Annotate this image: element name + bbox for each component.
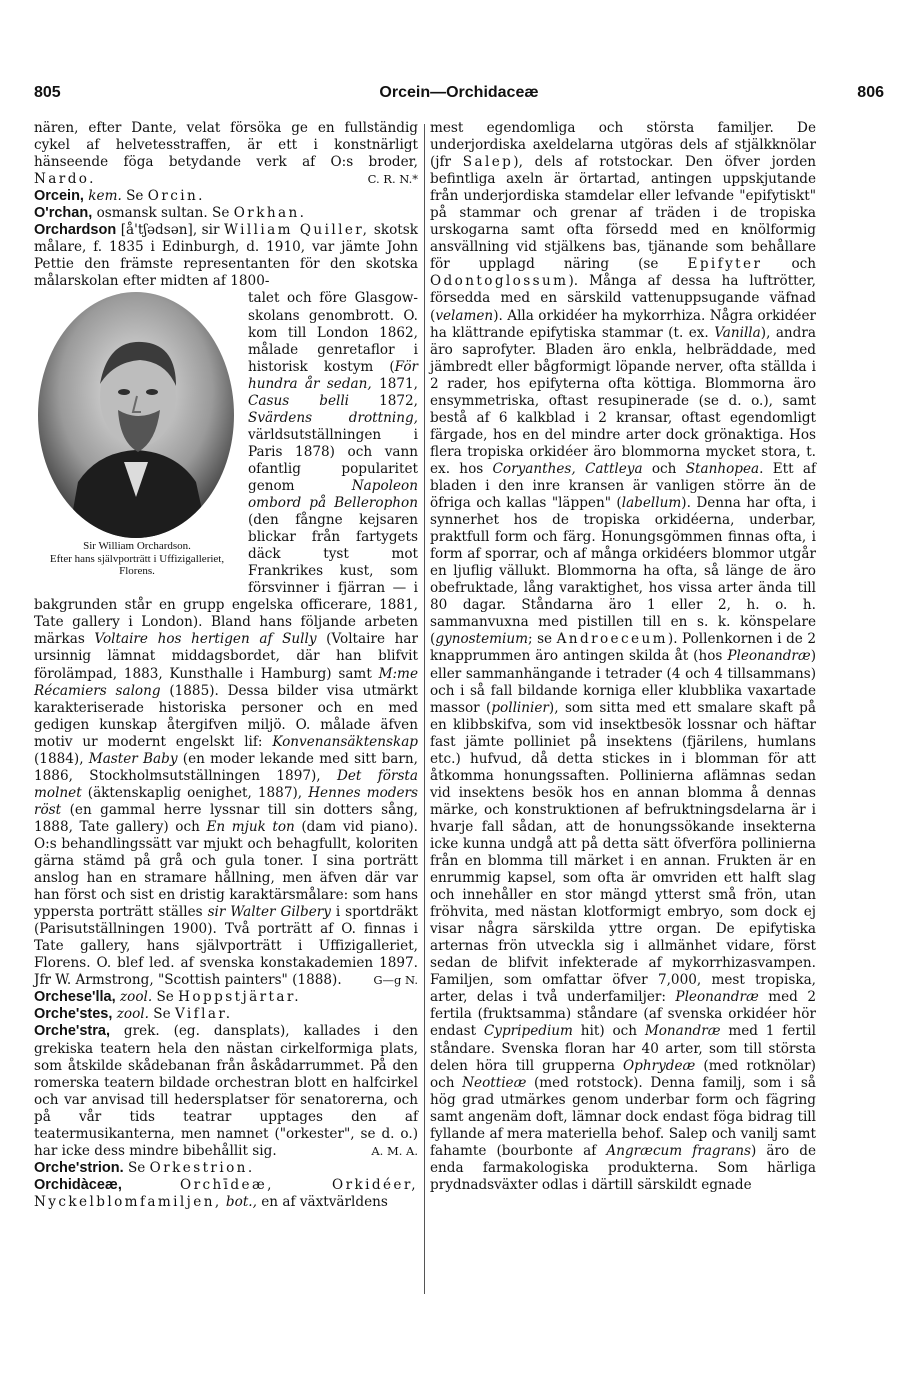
portrait-caption: Sir William Orchardson. Efter hans självporträtt i Uffizigalleriet, Florens. bbox=[49, 540, 225, 578]
entry-orchestes: Orche'stes, zool. Se Viflar. bbox=[34, 1006, 233, 1023]
entry-continuation: nären, efter Dante, velat försöka ge en fullständig cykel af helvetesstraffen, är ett i konstnärligt hänseende föga betydande verk af O:s broder, Nardo. C. R. N.* bbox=[34, 120, 418, 188]
author-signature: C. R. N.* bbox=[367, 172, 418, 187]
entry-headword: Orchese'lla, bbox=[34, 989, 116, 1006]
entry-orchidaceae-continued: mest egendomliga och största familjer. De underjordiska axeldelarna utgöras dels af stjälkknölar (jfr Salep), dels af rotstockar. Den öfver jorden befintliga axeln är örtartad, antingen uppskjutande från underjordiska stamdelar eller lefvande "epifytiskt" på stammar och grenar af träden i de tropiska urskogarna samt ofta försedd med en knölformig ansvällning vid stjälkens bas, tjänande som behållare för upplagd näring (se Epifyter och Odontoglossum). Många af dessa ha luftrötter, försedda med en särskild vattenuppsugande väfnad (velamen). Alla orkidéer ha mykorrhiza. Några orkidéer ha klättrande epifytiska stammar (t. ex. Vanilla), andra äro saprofyter. Bladen äro enkla, helbräddade, med jämbredt eller bågformigt löpande nerver, ofta ställda i 2 rader, hos epifyterna ofta köttiga. Blommorna äro ensymmetriska, oftast resupinerade (se d. o.), samt bestå af 6 kalkblad i 2 kransar, oftast egendomligt färgade, hos en del mindre arter dock grönaktiga. Hos flera tropiska orkidéer äro blommorna mycket stora, t. ex. hos Coryanthes, Cattleya och Stanhopea. Ett af bladen i den inre kransen är vanligen större än de öfriga och kallas "läppen" (labellum). Denna har ofta, i synnerhet hos de tropiska orkidéerna, underbar, praktfull form och färg. Honungsgömmen finnas ofta, i form af sporrar, och af många orkidéers blommor utgår en ljuflig vällukt. Blommorna ha ofta, så länge de äro obefruktade, lång varaktighet, hos vissa arter ända till 80 dagar. Ståndarna äro 1 eller 2, h. o. h. sammanvuxna med pistillen till en s. k. könspelare (gynostemium; se Androeceum). Pollenkornen i de 2 knapprummen äro antingen skilda åt (hos Pleonandræ) eller sammanhängande i tetrader (4 och 4 tillsammans) och i så fall bildande korniga eller klubblika vaxartade massor (pollinier), som sitta med ett smalare skaft på en klibbskifva, som vid insektbesök lossnar och häftar fast jämte polliniet på insektens (fjärilens, humlans etc.) hufvud, då detta stickes in i blomman för att åtkomma honungssaften. Pollinierna aflämnas sedan vid insektens besök hos en annan blomma å dennas märke, och konstruktionen af befruktningsdelarna är i hvarje fall sådan, att de honungssökande insekterna icke kunna undgå att på detta sätt öfverföra pollinierna från en blomma till märket i en annan. Frukten är en enrummig kapsel, som ofta är omvriden ett halft slag och innehåller en stor mängd ytterst små frön, utan fröhvita, med nästan klotformigt embryo, som dock ej visar några särskilda yttre organ. De epifytiska arternas frön utveckla sig i allmänhet vidare, först sedan de blifvit infekterade af mykorrhizasvampen. Familjen, som omfattar öfver 7,000, mest tropiska, arter, delas i två underfamiljer: Pleonandræ med 2 fertila (fruktsamma) ståndare (af svenska orkidéer hör endast Cypripedium hit) och Monandræ med 1 fertil ståndare. Svenska floran har 40 arter, som till största delen höra till grupperna Ophrydeæ (med rotknölar) och Neottieæ (med rotstock). Denna familj, som i så hög grad utmärkes genom underbar form och fägring samt angenäm doft, lämnar dock endast föga bidrag till fyllande af mera materiella behof. Salep och vanilj samt fahamte (bourbonte af Angræcum fragrans) äro de enda farmakologiska produkterna. Som härliga prydnadsväxter odlas i därtill särskildt egnade bbox=[430, 120, 817, 1193]
portrait-figure bbox=[34, 292, 240, 578]
right-column bbox=[430, 120, 816, 1194]
entry-orchestra: Orche'stra, grek. (eg. dansplats), kallades i den grekiska teatern hela den nästan cirkelformiga plats, som åtskilde skådebanan från åskådarrummet. På den romerska teatern bildade orchestran blott en halfcirkel och var anvisad till hedersplatser för senatorerna, och på vår tids teatrar upptages den af teatermusikanterna, men namnet ("orkester", se d. o.) har icke dess mindre bibehållit sig. A. M. A. bbox=[34, 1023, 418, 1159]
entry-orchesella: Orchese'lla, zool. Se Hoppstjärtar. bbox=[34, 989, 301, 1006]
page-number-left: 805 bbox=[34, 84, 61, 101]
entry-headword: O'rchan, bbox=[34, 205, 93, 222]
entry-headword: Orche'stes, bbox=[34, 1006, 113, 1023]
entry-orchan: O'rchan, osmansk sultan. Se Orkhan. bbox=[34, 205, 307, 222]
entry-headword: Orche'strion. bbox=[34, 1159, 124, 1176]
author-signature: A. M. A. bbox=[371, 1143, 418, 1158]
entry-orchardson-continued: talet och före Glasgow-skolans genombrott. O. kom till London 1862, målade genretaflor i historisk kostym (För hundra år sedan, 1871, Casus belli 1872, Svärdens drottning, världsutställningen i Paris 1878) och vann ofantlig popularitet genom Napoleon ombord på Bellerophon (den fångne kejsaren blickar från fartygets däck tyst mot Frankrikes kust, som försvinner i fjärran — i bakgrunden står en grupp engelska officerare, 1881, Tate gallery i London). Bland hans följande arbeten märkas Voltaire hos hertigen af Sully (Voltaire har ursinnig lämnat middagsbordet, där han blifvit förolämpad, 1883, Kunsthalle i Hamburg) samt M:me Récamiers salong (1885). Dessa bilder visa utmärkt karakteriserade historiska personer och en med gedigen kunskap återgifven miljö. O. målade äfven motiv ur modernt engelskt lif: Konvenansäktenskap (1884), Master Baby (en moder lekande med sitt barn, 1886, Stockholmsutställningen 1897), Det första molnet (äktenskaplig oenighet, 1887), Hennes moders röst (en gammal herre lyssnar till sin dotters sång, 1888, Tate gallery) och En mjuk ton (dam vid piano). O:s behandlingssätt var mjukt och behagfullt, koloriten gärna stämd på grå och gula toner. I sina porträtt anslog han en stramare hållning, men äfven där var han först och sist en dristig karaktärsmålare: som hans yppersta porträtt ställes sir Walter Gilbery i sportdräkt (Parisutställningen 1900). Två porträtt af O. finnas i Tate gallery, hans självporträtt i Uffizigalleriet, Florens. O. blef led. af svenska konstakademien 1897. Jfr W. Armstrong, "Scottish painters" (1888). G—g N. bbox=[34, 290, 418, 989]
entry-headword: Orchardson bbox=[34, 222, 117, 239]
column-divider bbox=[424, 124, 425, 1294]
portrait-image bbox=[38, 292, 234, 538]
author-signature: G—g N. bbox=[373, 973, 418, 988]
entry-headword: Orcein, bbox=[34, 188, 84, 205]
entry-orchestrion: Orche'strion. Se Orkestrion. bbox=[34, 1159, 255, 1176]
entry-orchardson: Orchardson [å'tʃədsən], sir William Quiller, skotsk målare, f. 1835 i Edinburgh, d. 1910, var jämte John Pettie den främste representanten för den skotska målarskolan efter midten af 1800- bbox=[34, 222, 418, 290]
left-column bbox=[34, 120, 418, 1211]
running-title: Orcein—Orchidaceæ bbox=[379, 84, 539, 101]
entry-orchidaceae: Orchidàceæ, Orchīdeæ, Orkidéer, Nyckelblomfamiljen, bot., en af växtvärldens bbox=[34, 1176, 418, 1210]
page-header bbox=[34, 84, 884, 106]
page-number-right: 806 bbox=[857, 84, 884, 101]
entry-orcein: Orcein, kem. Se Orcin. bbox=[34, 188, 205, 205]
entry-headword: Orche'stra, bbox=[34, 1023, 110, 1040]
entry-headword: Orchidàceæ, bbox=[34, 1176, 122, 1193]
